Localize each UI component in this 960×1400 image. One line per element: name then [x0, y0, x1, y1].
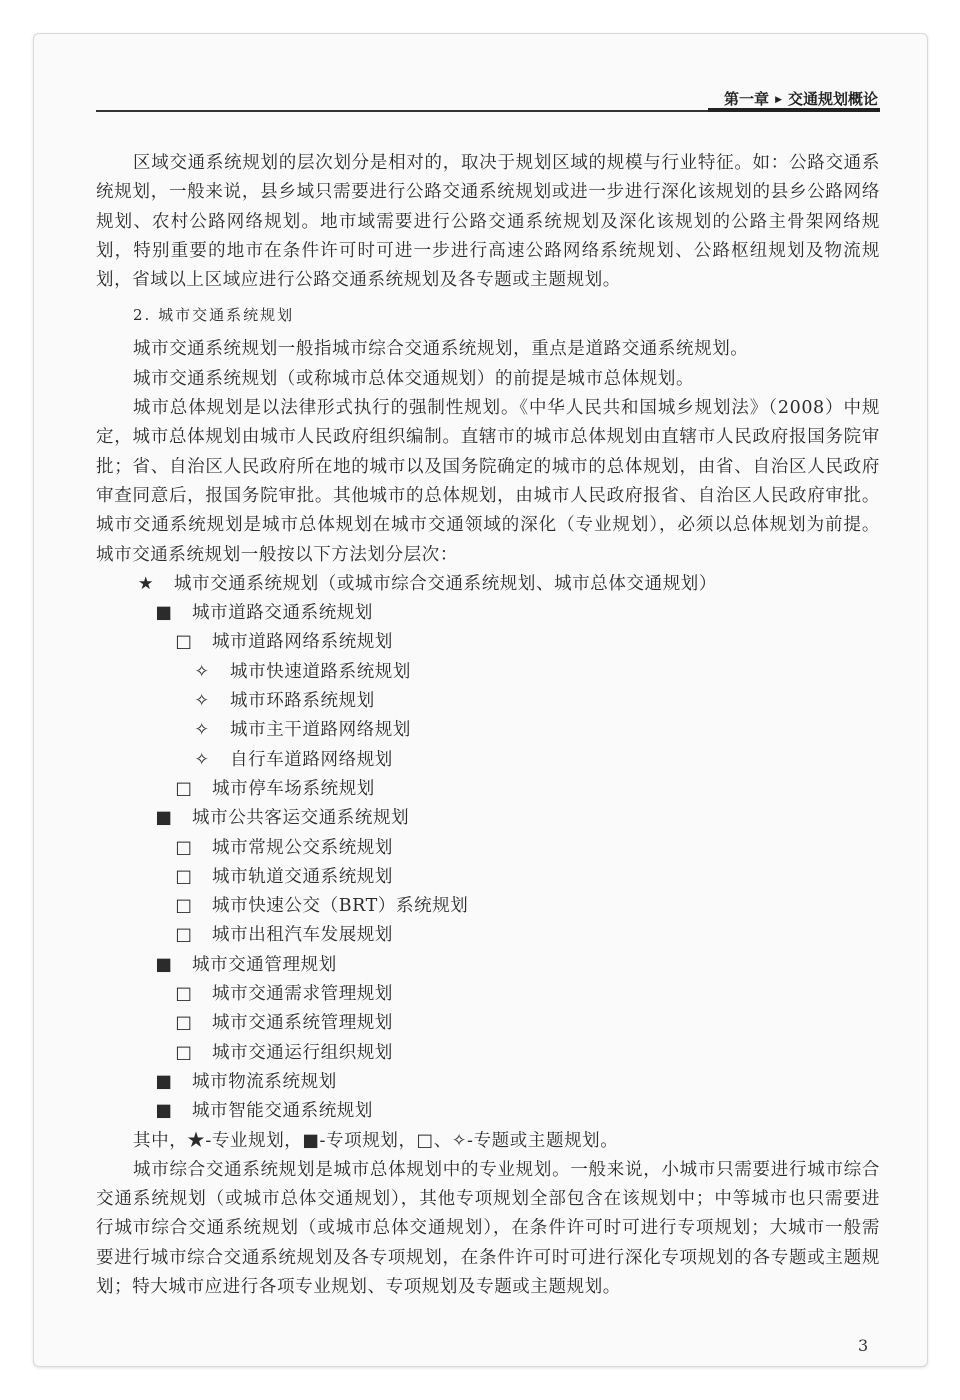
paragraph-master-plan: 城市总体规划是以法律形式执行的强制性规划。《中华人民共和国城乡规划法》（2008）中规定，城市总体规划由城市人民政府组织编制。直辖市的城市总体规划由直辖市人民政府报国务院审批；省、自治区人民政府所在地的城市以及国务院确定的城市的总体规划，由省、自治区人民政府审查同意后，报国务院审批。其他城市的总体规划，由城市人民政府报省、自治区人民政府审批。城市交通系统规划是城市总体规划在城市交通领域的深化（专业规划），必须以总体规划为前提。城市交通系统规划一般按以下方法划分层次： — [96, 398, 880, 565]
paragraph-premise: 城市交通系统规划（或称城市总体交通规划）的前提是城市总体规划。 — [133, 368, 695, 389]
sparkle-icon: ✧ — [194, 691, 210, 712]
list-item: □ 城市交通系统管理规划 — [96, 1009, 880, 1038]
list-item: □ 城市交通运行组织规划 — [96, 1039, 880, 1068]
list-item: □ 城市停车场系统规划 — [96, 775, 880, 804]
open-square-icon: □ — [175, 837, 193, 858]
list-item: □ 城市常规公交系统规划 — [96, 834, 880, 863]
sparkle-icon: ✧ — [194, 720, 210, 741]
open-square-icon: □ — [175, 1042, 193, 1063]
open-square-icon: □ — [175, 925, 193, 946]
sparkle-icon: ✧ — [194, 749, 210, 770]
open-square-icon: □ — [175, 632, 193, 653]
list-item: ■ 城市智能交通系统规划 — [96, 1097, 880, 1126]
list-item: ✧ 自行车道路网络规划 — [96, 746, 880, 775]
list-item: □ 城市出租汽车发展规划 — [96, 921, 880, 950]
filled-square-icon: ■ — [155, 603, 173, 624]
filled-square-icon: ■ — [155, 1101, 173, 1122]
list-item: ■ 城市交通管理规划 — [96, 951, 880, 980]
list-item: □ 城市交通需求管理规划 — [96, 980, 880, 1009]
star-icon: ★ — [137, 573, 155, 594]
sparkle-icon: ✧ — [194, 661, 210, 682]
filled-square-icon: ■ — [155, 954, 173, 975]
open-square-icon: □ — [175, 984, 193, 1005]
list-item: ✧ 城市环路系统规划 — [96, 687, 880, 716]
open-square-icon: □ — [175, 866, 193, 887]
paragraph-definition: 城市交通系统规划一般指城市综合交通系统规划，重点是道路交通系统规划。 — [133, 339, 749, 360]
running-header — [724, 88, 878, 109]
filled-square-icon: ■ — [155, 1071, 173, 1092]
triangle-icon: ▶ — [775, 95, 782, 105]
list-item: ■ 城市道路交通系统规划 — [96, 599, 880, 628]
chapter-title: 交通规划概论 — [787, 90, 878, 108]
header-bar — [708, 108, 880, 112]
filled-square-icon: ■ — [155, 808, 173, 829]
chapter-label: 第一章 — [724, 90, 770, 108]
paragraph-regional: 区域交通系统规划的层次划分是相对的，取决于规划区域的规模与行业特征。如：公路交通系统规划，一般来说，县乡域只需要进行公路交通系统规划或进一步进行深化该规划的县乡公路网络规划、农村公路网络规划。地市域需要进行公路交通系统规划及深化该规划的公路主骨架网络规划，特别重要的地市在条件许可时可进一步进行高速公路网络系统规划、公路枢纽规划及物流规划，省域以上区域应进行公路交通系统规划及各专题或主题规划。 — [96, 153, 880, 291]
section-subheading: 2. 城市交通系统规划 — [133, 306, 295, 325]
list-item: ■ 城市物流系统规划 — [96, 1068, 880, 1097]
legend-note: 其中，★-专业规划，■-专项规划，□、✧-专题或主题规划。 — [133, 1130, 619, 1151]
list-item: □ 城市快速公交（BRT）系统规划 — [96, 892, 880, 921]
open-square-icon: □ — [175, 896, 193, 917]
list-item: □ 城市道路网络系统规划 — [96, 628, 880, 657]
body-text — [96, 149, 880, 1302]
list-item: ✧ 城市主干道路网络规划 — [96, 716, 880, 745]
open-square-icon: □ — [175, 778, 193, 799]
list-item: ★ 城市交通系统规划（或城市综合交通系统规划、城市总体交通规划） — [96, 570, 880, 599]
list-item: ■ 城市公共客运交通系统规划 — [96, 804, 880, 833]
list-item: □ 城市轨道交通系统规划 — [96, 863, 880, 892]
paragraph-city-size: 城市综合交通系统规划是城市总体规划中的专业规划。一般来说，小城市只需要进行城市综合交通系统规划（或城市总体交通规划），其他专项规划全部包含在该规划中；中等城市也只需要进行城市综合交通系统规划（或城市总体交通规划），在条件许可时可进行专项规划；大城市一般需要进行城市综合交通系统规划及各专项规划，在条件许可时可进行深化专项规划的各专题或主题规划；特大城市应进行各项专业规划、专项规划及专题或主题规划。 — [96, 1159, 880, 1297]
list-item: ✧ 城市快速道路系统规划 — [96, 658, 880, 687]
plan-hierarchy-list — [96, 570, 880, 1127]
page-number: 3 — [858, 1336, 869, 1355]
open-square-icon: □ — [175, 1013, 193, 1034]
